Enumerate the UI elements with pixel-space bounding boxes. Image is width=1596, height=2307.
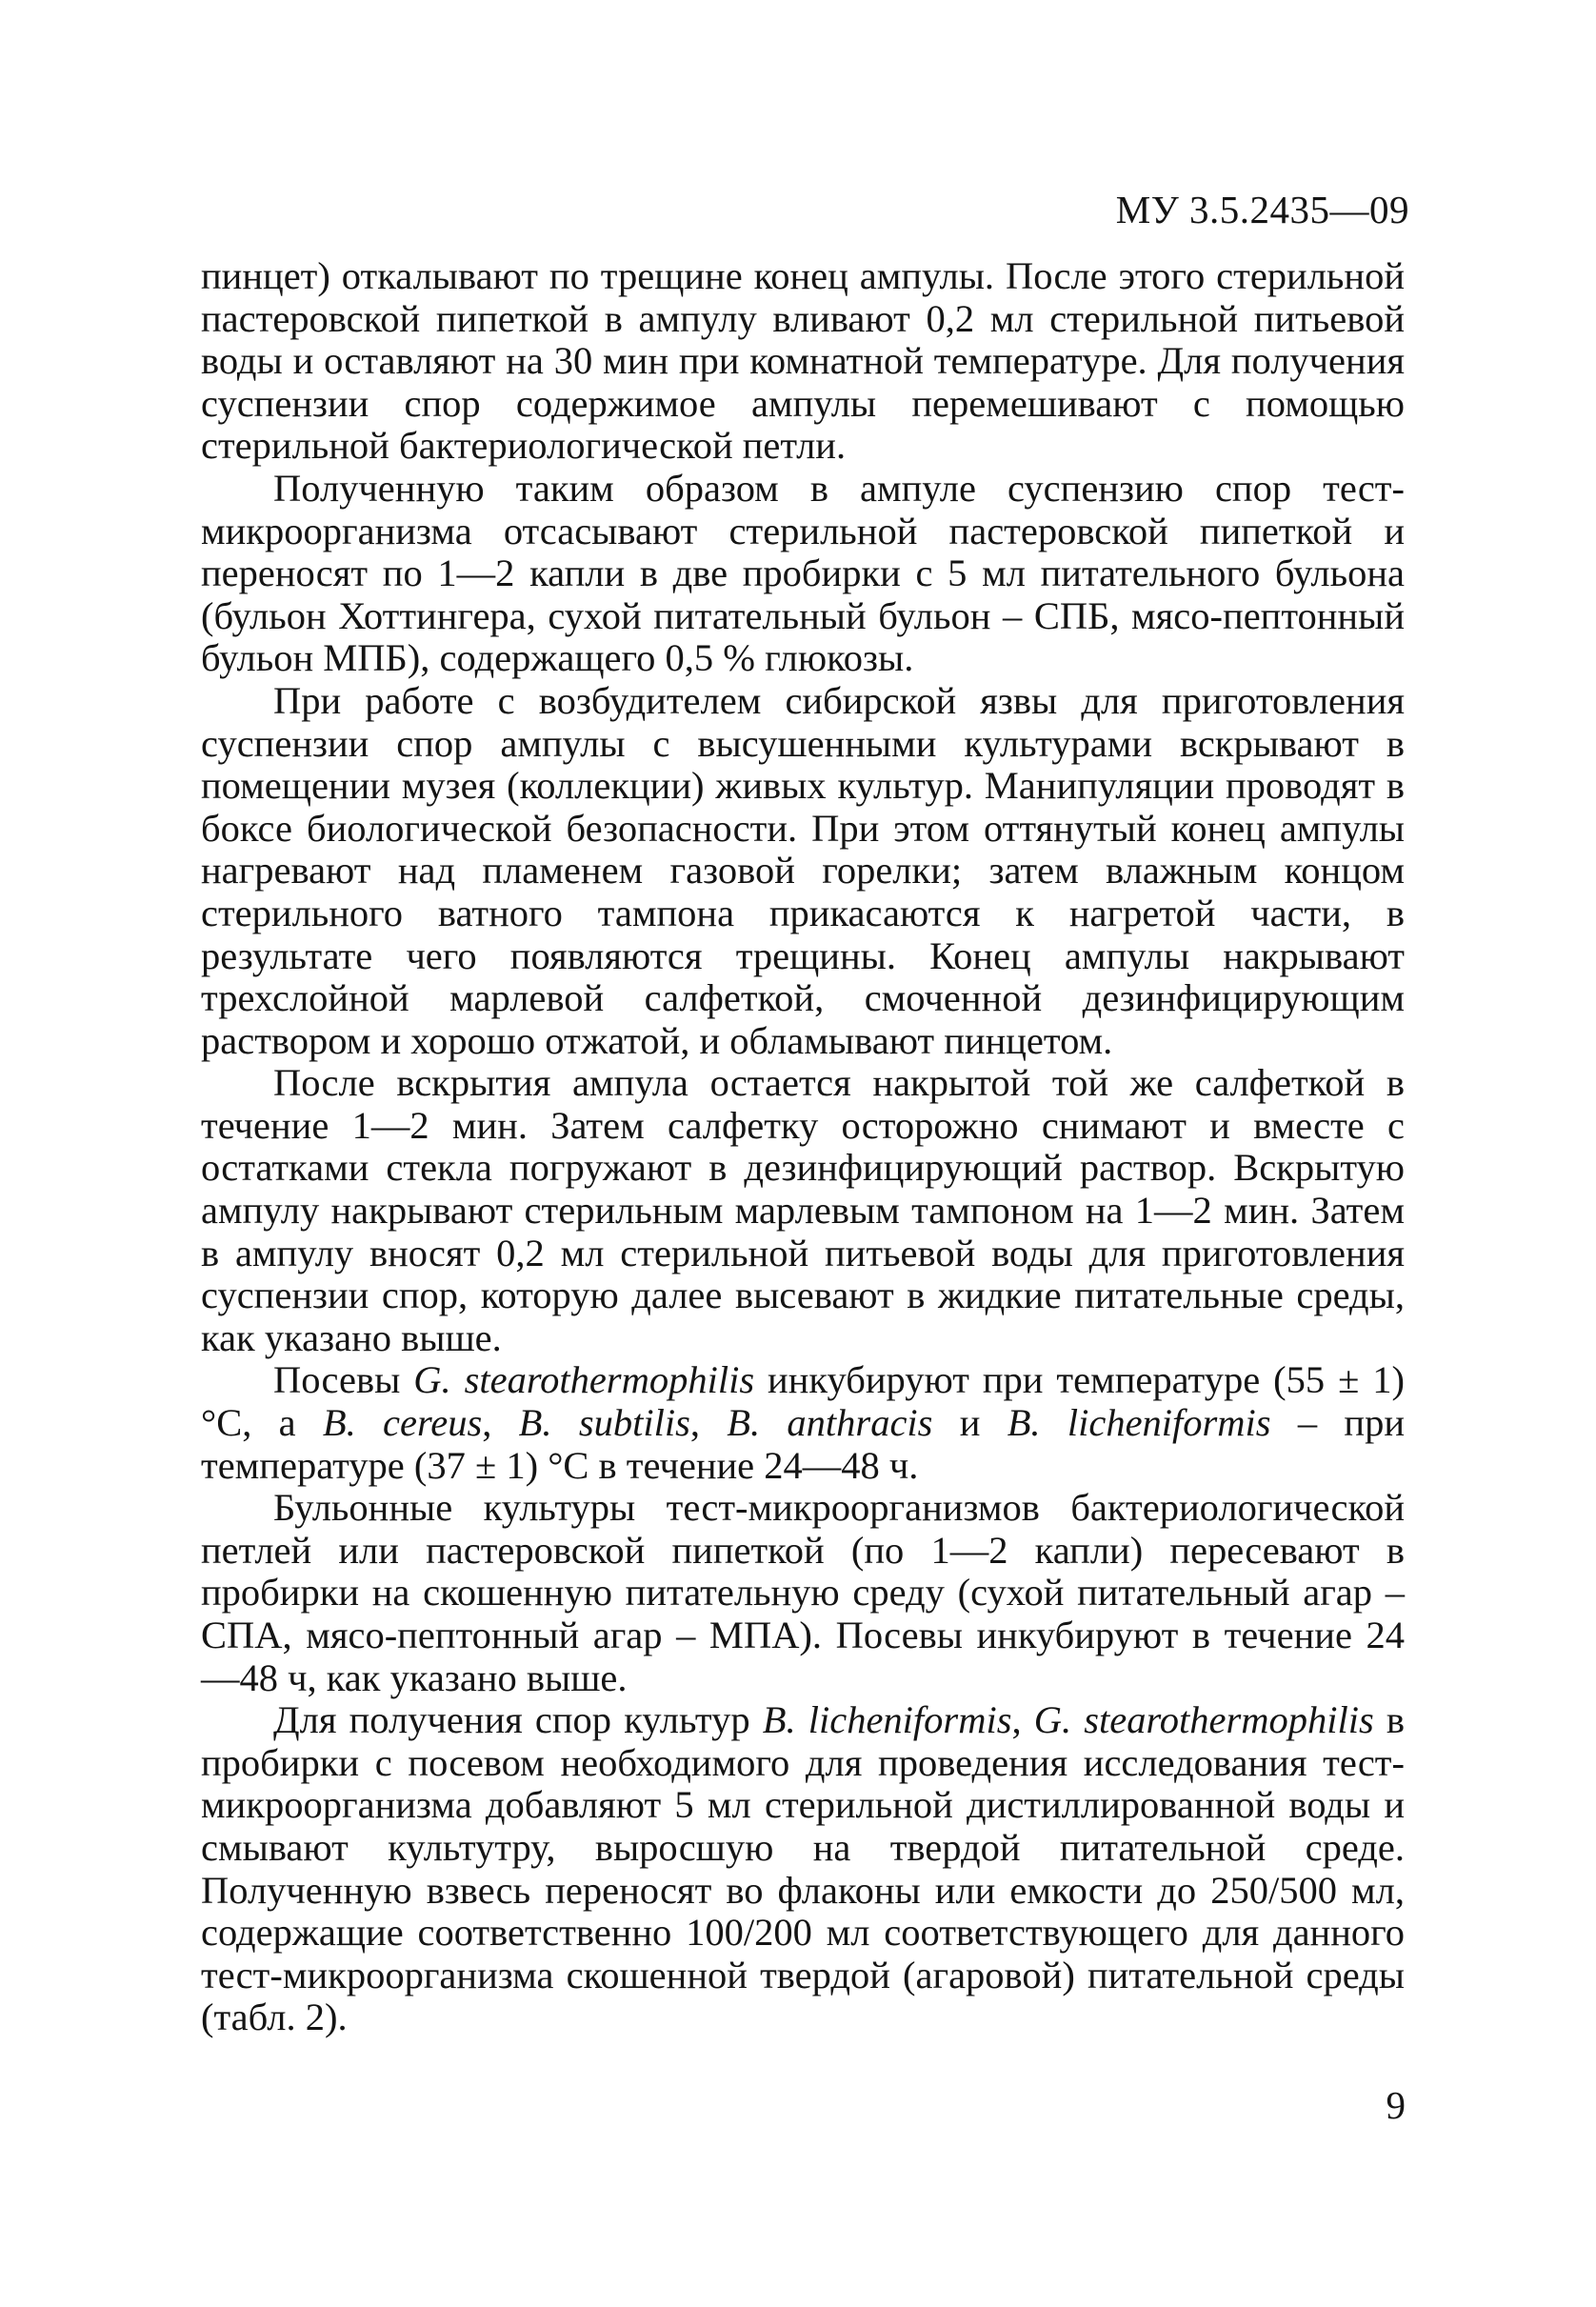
text-run: инкубируют при температуре (55 ± 1) °С, а [201,1358,1406,1445]
text-run: , [689,1401,728,1445]
paragraph [201,1359,1405,1487]
document-code: МУ 3.5.2435—09 [1115,188,1409,231]
text-run: и [932,1401,1007,1445]
species-name: B. anthracis [727,1401,933,1445]
paragraph [201,1699,1405,2039]
text-run: Полученную таким образом в ампуле суспензию спор тест-микроорганизма отсасывают стерильной пастеровской пипеткой и переносят по 1—2 капли в две пробирки с 5 мл питательного бульона (бульон Хоттингера, сухой питательный бульон – СПБ, мясо-пептонный бульон МПБ), содержащего 0,5 % глюкозы. [201,466,1405,680]
paragraph [201,255,1405,468]
species-name: B. licheniformis [762,1698,1012,1742]
species-name: G. stearothermophilis [1033,1698,1374,1742]
species-name: G. stearothermophilis [413,1358,755,1402]
text-run: При работе с возбудителем сибирской язвы для приготовления суспензии спор ампулы с высушенными культурами вскрывают в помещении музея (коллекции) живых культур. Манипуляции проводят в боксе биологической безопасности. При этом оттянутый конец ампулы нагревают над пламенем газовой горелки; затем влажным концом стерильного ватного тампона прикасаются к нагретой части, в результате чего появляются трещины. Конец ампулы накрывают трехслойной марлевой салфеткой, смоченной дезинфицирующим раствором и хорошо отжатой, и обламывают пинцетом. [201,678,1405,1062]
paragraph [201,468,1405,680]
page-number: 9 [1386,2083,1406,2127]
paragraph [201,1062,1405,1359]
text-run: пинцет) откалывают по трещине конец ампулы. После этого стерильной пастеровской пипеткой в ампулу вливают 0,2 мл стерильной питьевой воды и оставляют на 30 мин при комнатной температуре. Для получения суспензии спор содержимое ампулы перемешивают с помощью стерильной бактериологической петли. [201,254,1405,468]
paragraph [201,1487,1405,1699]
species-name: B. cereus [322,1401,483,1445]
text-run: После вскрытия ампула остается накрытой той же салфеткой в течение 1—2 мин. Затем салфетку осторожно снимают и вместе с остатками стекла погружают в дезинфицирующий раствор. Вскрытую ампулу накрывают стерильным марлевым тампоном на 1—2 мин. Затем в ампулу вносят 0,2 мл стерильной питьевой воды для приготовления суспензии спор, которую далее высевают в жидкие питательные среды, как указано выше. [201,1061,1405,1359]
paragraph [201,680,1405,1062]
text-run: – при температуре (37 ± 1) °С в течение 24—48 ч. [201,1401,1405,1487]
species-name: B. subtilis [518,1401,690,1445]
text-run: Посевы [273,1358,414,1402]
body-text [201,255,1405,2039]
text-run: Бульонные культуры тест-микроорганизмов бактериологической петлей или пастеровской пипеткой (по 1—2 капли) пересевают в пробирки на скошенную питательную среду (сухой питательный агар – СПА, мясо-пептонный агар – МПА). Посевы инкубируют в течение 24—48 ч, как указано выше. [201,1486,1405,1699]
text-run: , [482,1401,519,1445]
text-run: в пробирки с посевом необходимого для проведения исследования тест-микроорганизма добавляют 5 мл стерильной дистиллированной воды и смывают культутру, выросшую на твердой питательной среде. Полученную взвесь переносят во флаконы или емкости до 250/500 мл, содержащие соответственно 100/200 мл соответствующего для данного тест-микроорганизма скошенной твердой (агаровой) питательной среды (табл. 2). [201,1698,1405,2039]
text-run: , [1011,1698,1034,1742]
text-run: Для получения спор культур [273,1698,763,1742]
species-name: B. licheniformis [1007,1401,1271,1445]
